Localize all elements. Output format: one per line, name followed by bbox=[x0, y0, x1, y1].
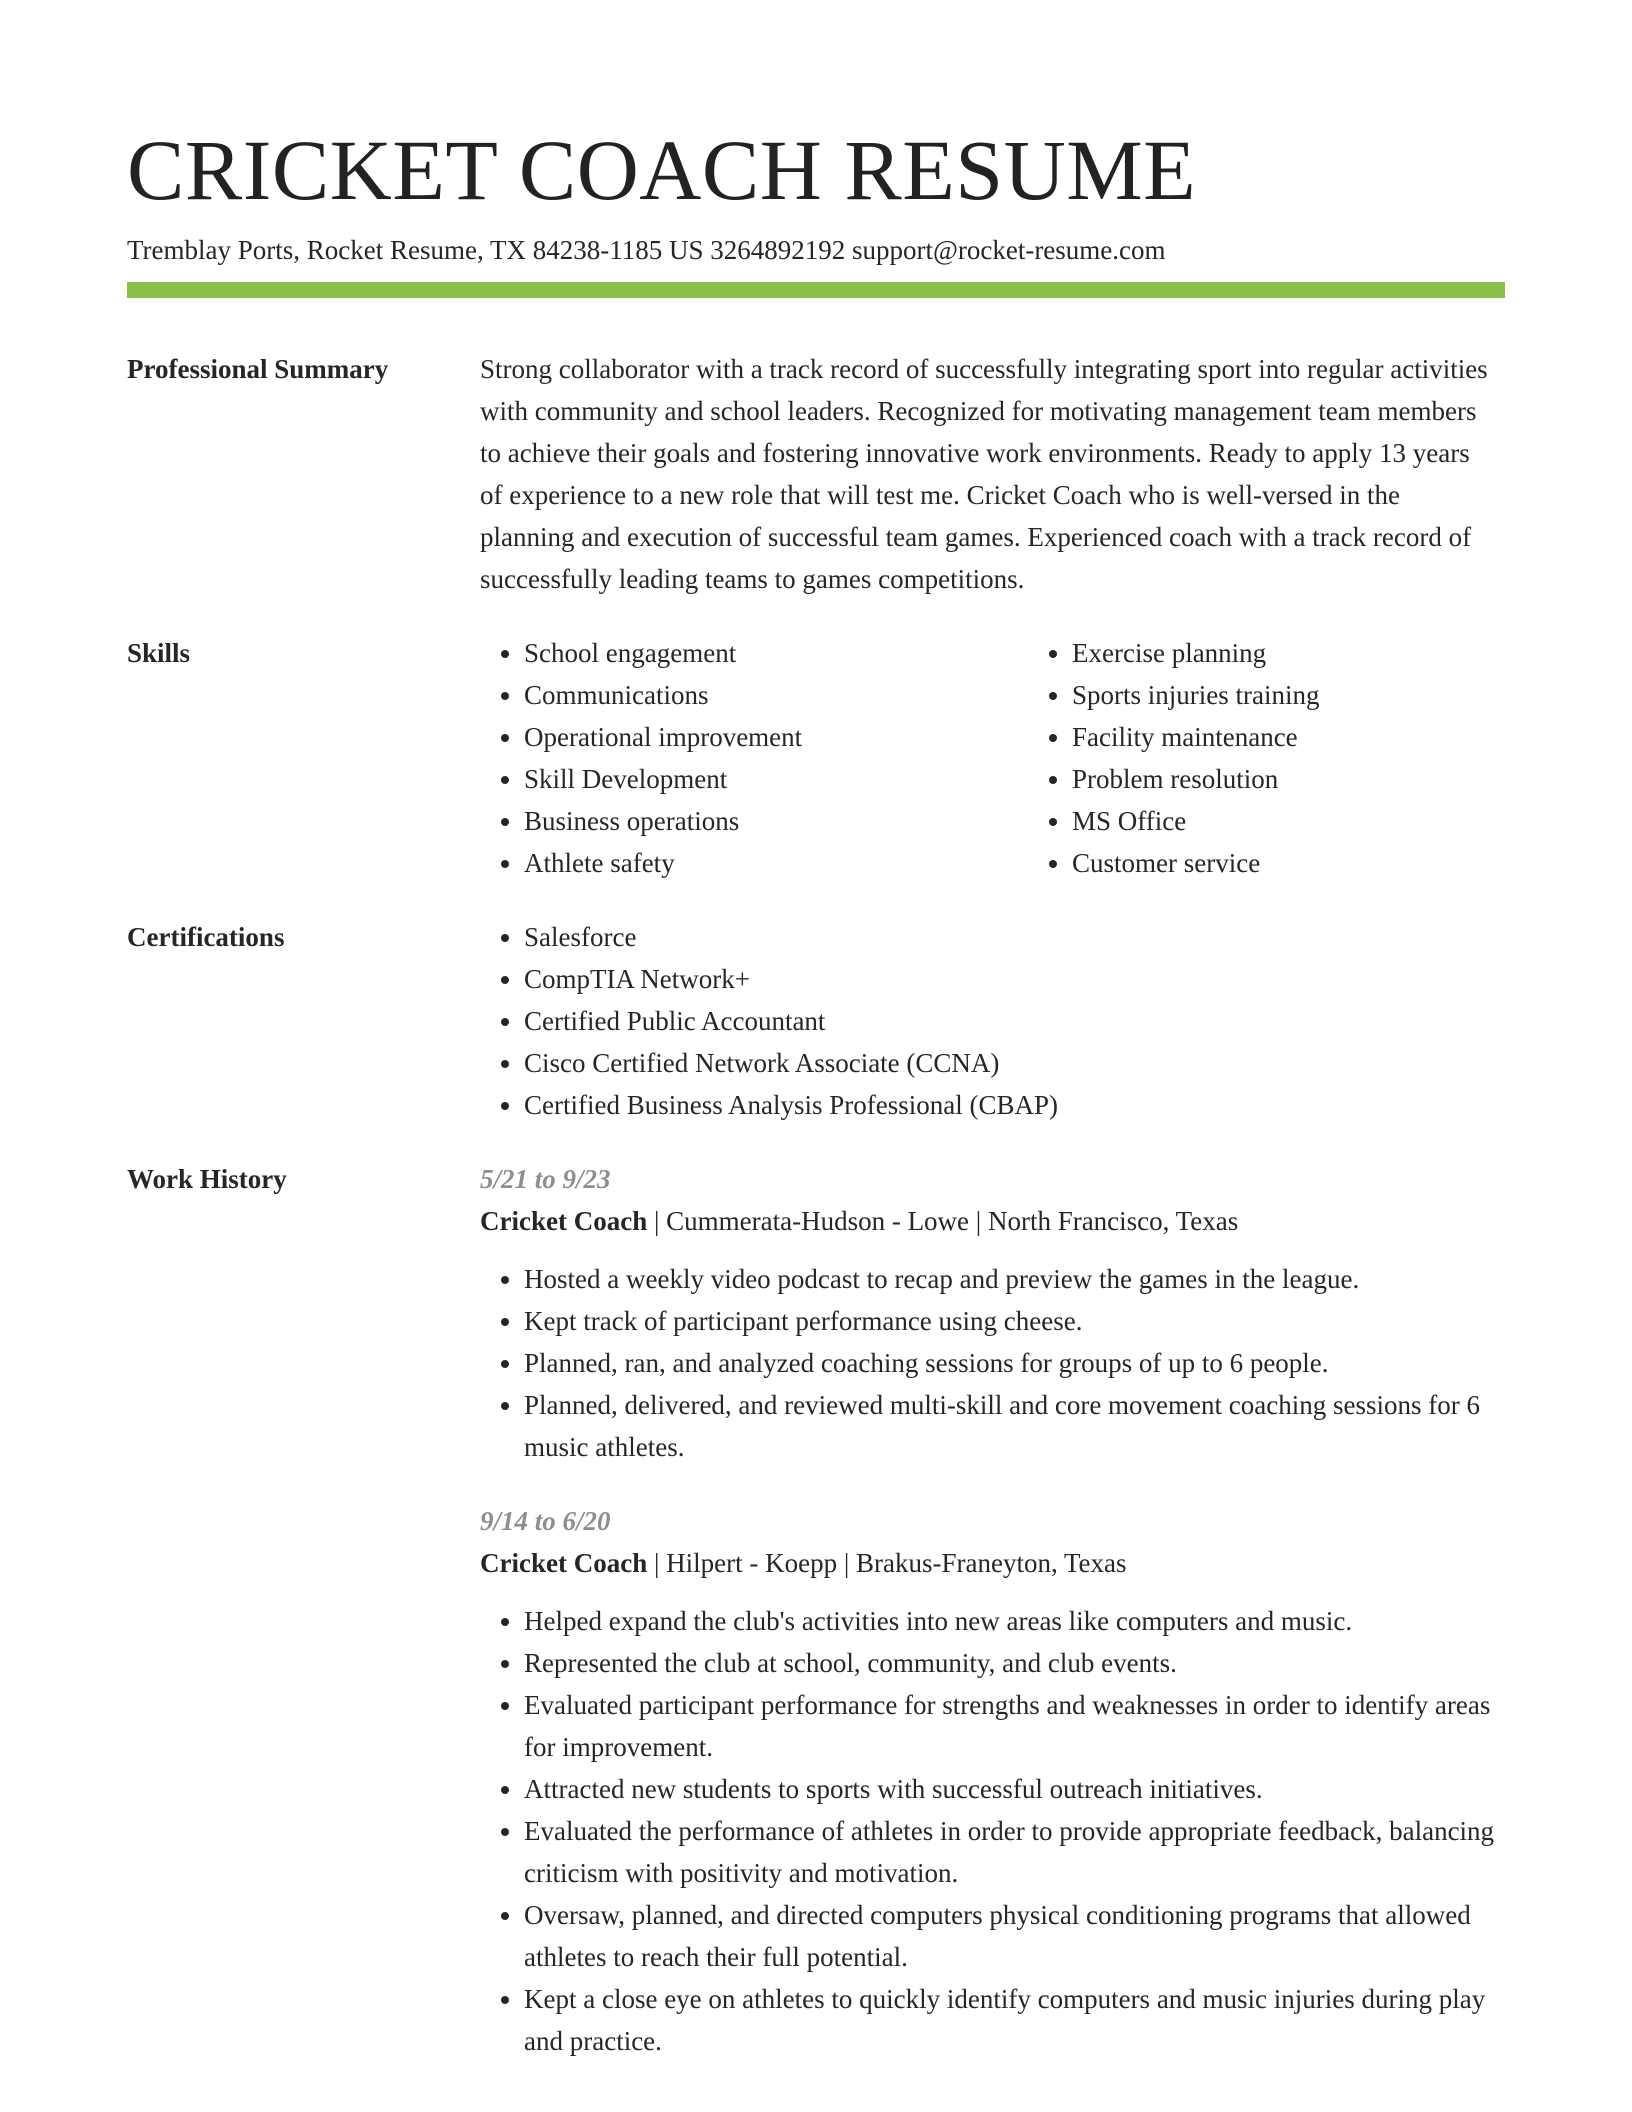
job-bullet: • Kept a close eye on athletes to quickly identify computers and music injuries during play and practice. bbox=[524, 1978, 1505, 2062]
contact-phone: 3264892192 bbox=[710, 235, 846, 265]
job-details: | Hilpert - Koepp | Brakus-Franeyton, Texas bbox=[653, 1548, 1127, 1578]
summary-section bbox=[127, 348, 1505, 600]
summary-text: Strong collaborator with a track record of successfully integrating sport into regular activities with community and school leaders. Recognized for motivating management team members to achieve their goals and fostering innovative work environments. Ready to apply 13 years of experience to a new role that will test me. Cricket Coach who is well-versed in the planning and execution of successful team games. Experienced coach with a track record of successfully leading teams to games competitions. bbox=[480, 354, 1488, 594]
work-history-heading: Work History bbox=[127, 1164, 287, 1194]
certification-item: • Cisco Certified Network Associate (CCNA) bbox=[524, 1042, 1505, 1084]
contact-line bbox=[127, 232, 1505, 268]
job-bullet: • Helped expand the club's activities into new areas like computers and music. bbox=[524, 1600, 1505, 1642]
certifications-heading: Certifications bbox=[127, 922, 285, 952]
work-history-section bbox=[127, 1158, 1505, 2062]
skill-item: • Customer service bbox=[1072, 842, 1576, 884]
job-details: | Cummerata-Hudson - Lowe | North Francisco, Texas bbox=[653, 1206, 1239, 1236]
job-title: Cricket Coach bbox=[480, 1548, 648, 1578]
job-title-line bbox=[480, 1542, 1505, 1584]
skills-heading: Skills bbox=[127, 638, 191, 668]
job-title-line bbox=[480, 1200, 1505, 1242]
job-dates: 9/14 to 6/20 bbox=[480, 1506, 611, 1536]
skill-item: • Operational improvement bbox=[524, 716, 1028, 758]
certifications-list bbox=[480, 916, 1505, 1126]
job-bullet: • Hosted a weekly video podcast to recap and preview the games in the league. bbox=[524, 1258, 1505, 1300]
skills-list-right bbox=[1028, 632, 1576, 884]
certifications-section bbox=[127, 916, 1505, 1126]
certification-item: • CompTIA Network+ bbox=[524, 958, 1505, 1000]
certification-item: • Salesforce bbox=[524, 916, 1505, 958]
job-bullets bbox=[480, 1600, 1505, 2062]
skill-item: • Facility maintenance bbox=[1072, 716, 1576, 758]
skill-item: • Skill Development bbox=[524, 758, 1028, 800]
job-bullet: • Represented the club at school, community, and club events. bbox=[524, 1642, 1505, 1684]
skills-columns bbox=[480, 632, 1576, 884]
job-bullet: • Planned, delivered, and reviewed multi-skill and core movement coaching sessions for 6 music athletes. bbox=[524, 1384, 1505, 1468]
skill-item: • Business operations bbox=[524, 800, 1028, 842]
job-entry bbox=[480, 1500, 1505, 2062]
job-bullet: • Attracted new students to sports with successful outreach initiatives. bbox=[524, 1768, 1505, 1810]
job-bullet: • Oversaw, planned, and directed computers physical conditioning programs that allowed athletes to reach their full potential. bbox=[524, 1894, 1505, 1978]
header-divider bbox=[127, 282, 1505, 298]
summary-body bbox=[480, 348, 1505, 600]
certifications-body bbox=[480, 916, 1505, 1126]
certification-item: • Certified Public Accountant bbox=[524, 1000, 1505, 1042]
certification-item: • Certified Business Analysis Professional (CBAP) bbox=[524, 1084, 1505, 1126]
skills-section bbox=[127, 632, 1505, 884]
resume-title: CRICKET COACH RESUME bbox=[127, 122, 1197, 218]
job-bullet: • Evaluated the performance of athletes in order to provide appropriate feedback, balancing criticism with positivity and motivation. bbox=[524, 1810, 1505, 1894]
work-history-body bbox=[480, 1158, 1505, 2062]
job-bullet: • Kept track of participant performance using cheese. bbox=[524, 1300, 1505, 1342]
job-bullet: • Planned, ran, and analyzed coaching sessions for groups of up to 6 people. bbox=[524, 1342, 1505, 1384]
job-bullets bbox=[480, 1258, 1505, 1468]
skill-item: • Communications bbox=[524, 674, 1028, 716]
skill-item: • Sports injuries training bbox=[1072, 674, 1576, 716]
contact-address: Tremblay Ports, Rocket Resume, TX 84238-1185 US bbox=[127, 235, 704, 265]
skill-item: • School engagement bbox=[524, 632, 1028, 674]
skills-list-left bbox=[480, 632, 1028, 884]
job-title: Cricket Coach bbox=[480, 1206, 648, 1236]
job-bullet: • Evaluated participant performance for strengths and weaknesses in order to identify areas for improvement. bbox=[524, 1684, 1505, 1768]
skill-item: • Problem resolution bbox=[1072, 758, 1576, 800]
summary-heading: Professional Summary bbox=[127, 354, 389, 384]
resume-page bbox=[127, 120, 1505, 2062]
skill-item: • Exercise planning bbox=[1072, 632, 1576, 674]
contact-email[interactable]: support@rocket-resume.com bbox=[852, 235, 1166, 265]
skill-item: • MS Office bbox=[1072, 800, 1576, 842]
job-entry bbox=[480, 1158, 1505, 1468]
skill-item: • Athlete safety bbox=[524, 842, 1028, 884]
job-dates: 5/21 to 9/23 bbox=[480, 1164, 611, 1194]
